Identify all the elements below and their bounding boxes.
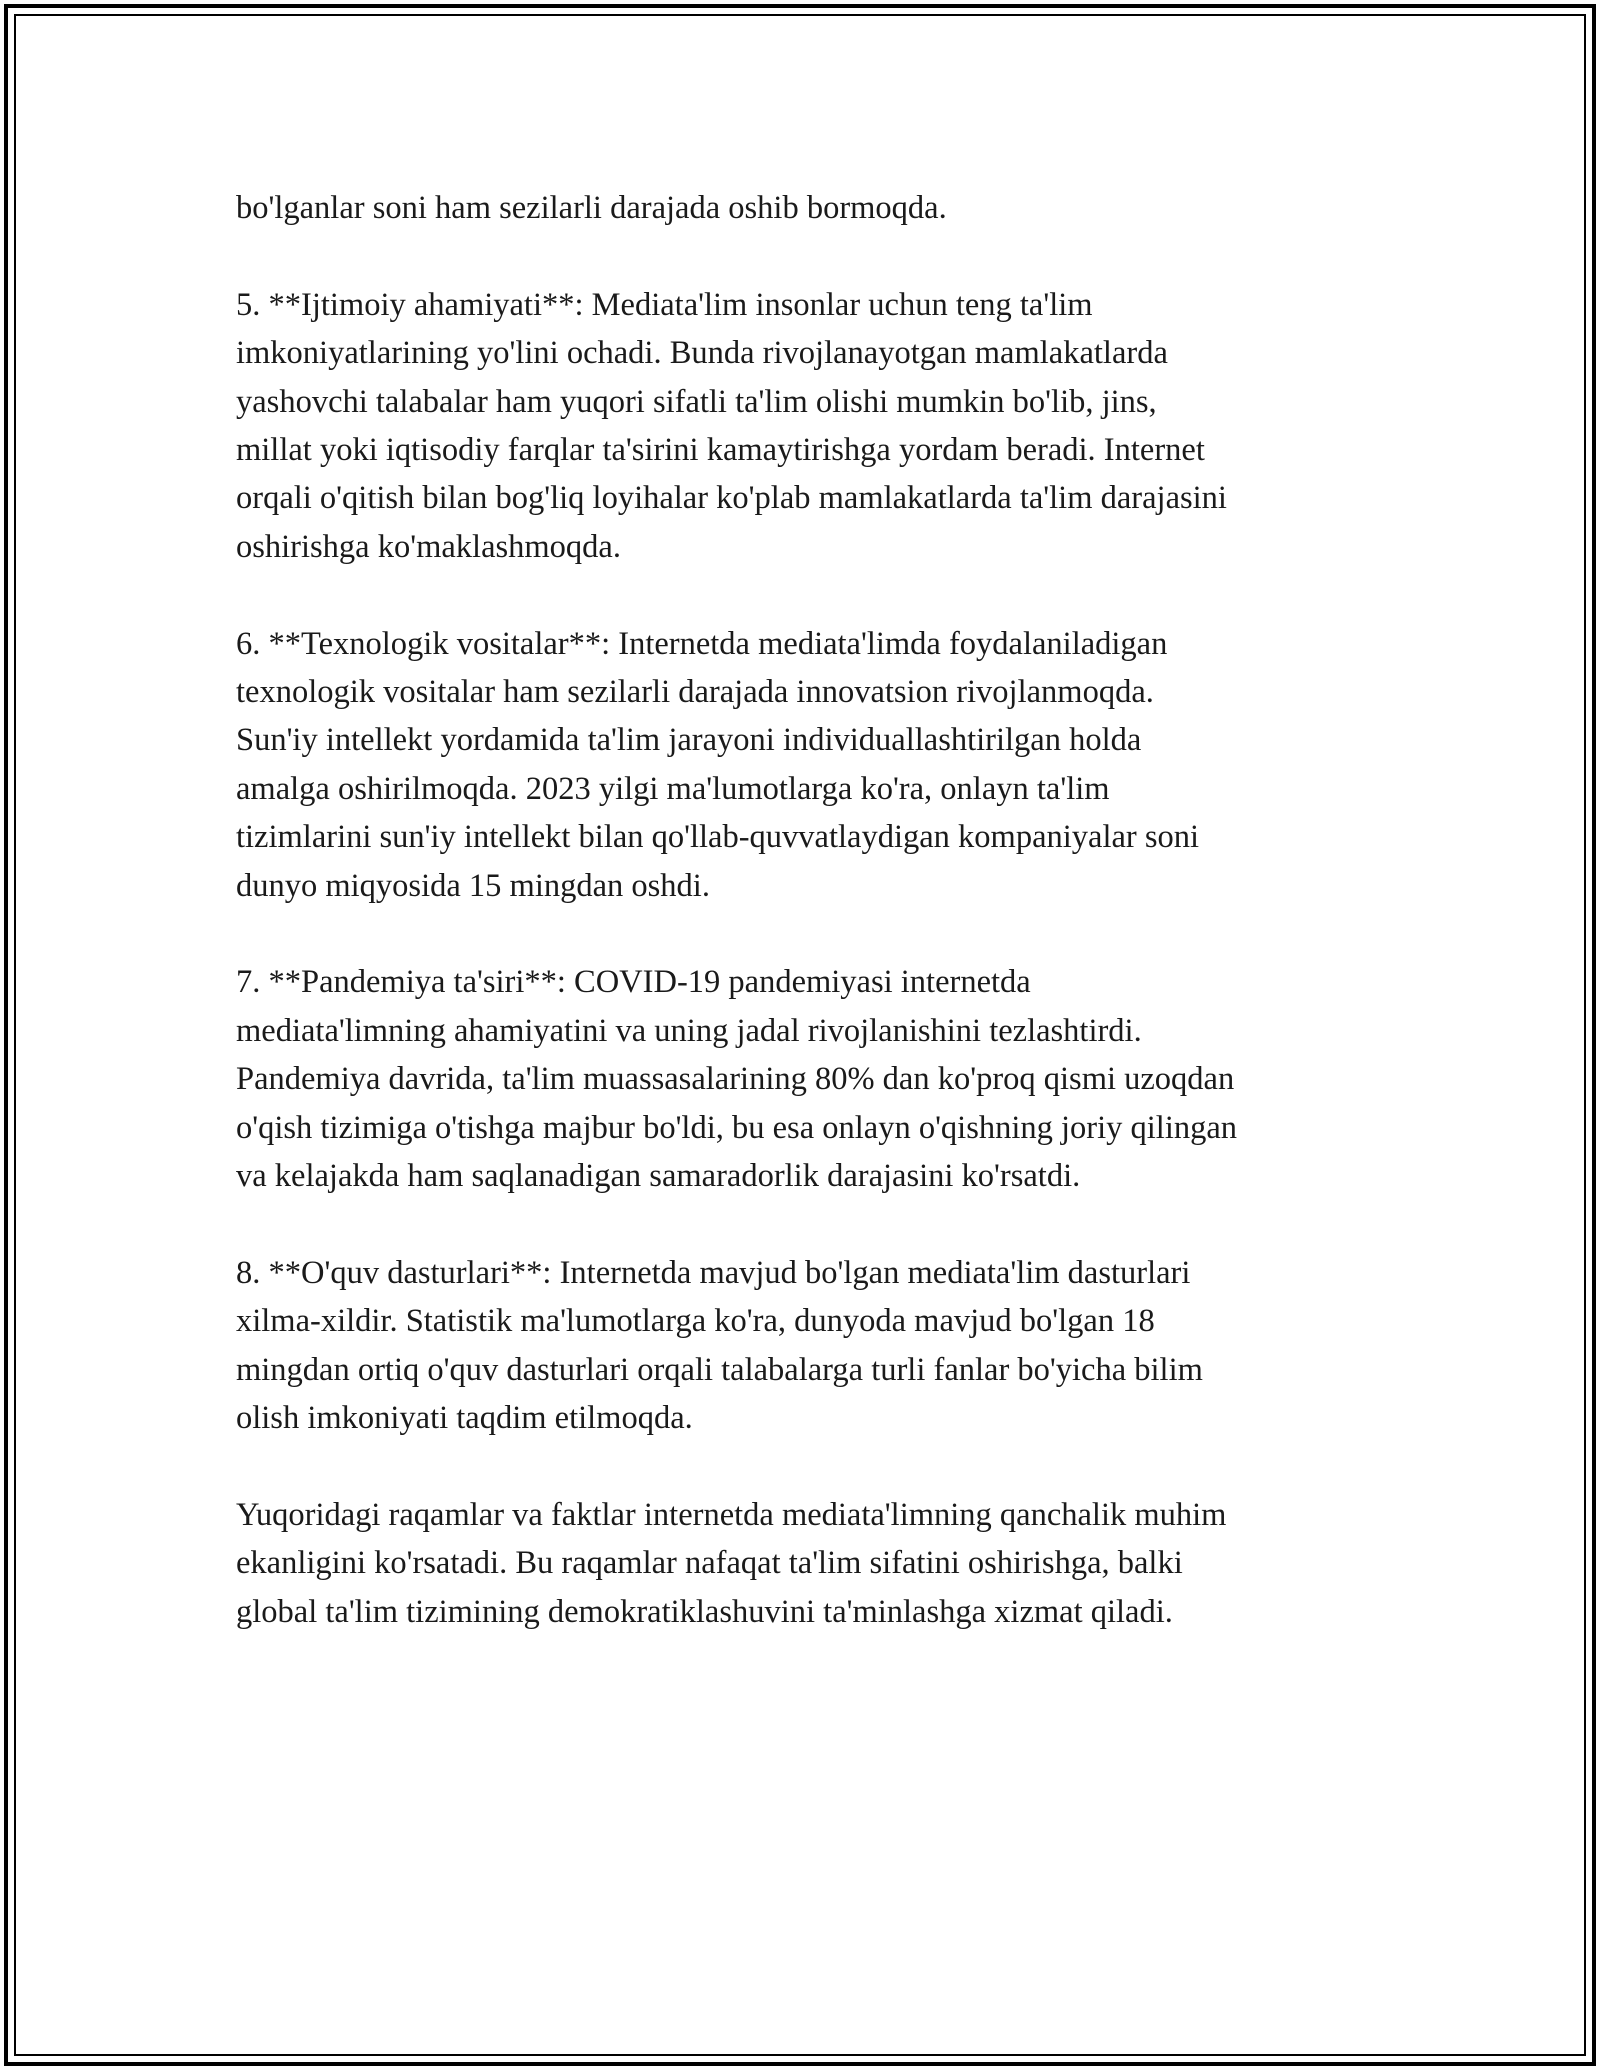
paragraph-item-6: 6. **Texnologik vositalar**: Internetda mediata'limda foydalaniladigan texnologik vositalar ham sezilarli darajada innovatsion rivojlanmoqda. Sun'iy intellekt yordamida ta'lim jarayoni individuallashtirilgan holda amalga oshirilmoqda. 2023 yilgi ma'lumotlarga ko'ra, onlayn ta'lim tizimlarini sun'iy intellekt bilan qo'llab-quvvatlaydigan kompaniyalar soni dunyo miqyosida 15 mingdan oshdi. bbox=[236, 625, 1200, 904]
paragraph-item-7: 7. **Pandemiya ta'siri**: COVID-19 pandemiyasi internetda mediata'limning ahamiyatini va uning jadal rivojlanishini tezlashtirdi. Pandemiya davrida, ta'lim muassasalarining 80% dan ko'proq qismi uzoqdan o'qish tizimiga o'tishga majbur bo'ldi, bu esa onlayn o'qishning joriy qilingan va kelajakda ham saqlanadigan samaradorlik darajasini ko'rsatdi. bbox=[236, 964, 1238, 1195]
paragraph-conclusion: Yuqoridagi raqamlar va faktlar internetda mediata'limning qanchalik muhim ekanligini ko'rsatadi. Bu raqamlar nafaqat ta'lim sifatini oshirishga, balki global ta'lim tizimining demokratiklashuvini ta'minlashga xizmat qiladi. bbox=[236, 1496, 1227, 1630]
document-body bbox=[236, 184, 1386, 1685]
paragraph-item-5: 5. **Ijtimoiy ahamiyati**: Mediata'lim insonlar uchun teng ta'lim imkoniyatlarining yo'lini ochadi. Bunda rivojlanayotgan mamlakatlarda yashovchi talabalar ham yuqori sifatli ta'lim olishi mumkin bo'lib, jins, millat yoki iqtisodiy farqlar ta'sirini kamaytirishga yordam beradi. Internet orqali o'qitish bilan bog'liq loyihalar ko'plab mamlakatlarda ta'lim darajasini oshirishga ko'maklashmoqda. bbox=[236, 286, 1227, 565]
paragraph-continuation: bo'lganlar soni ham sezilarli darajada oshib bormoqda. bbox=[236, 190, 947, 226]
paragraph-item-8: 8. **O'quv dasturlari**: Internetda mavjud bo'lgan mediata'lim dasturlari xilma-xildir. Statistik ma'lumotlarga ko'ra, dunyoda mavjud bo'lgan 18 mingdan ortiq o'quv dasturlari orqali talabalarga turli fanlar bo'yicha bilim olish imkoniyati taqdim etilmoqda. bbox=[236, 1254, 1203, 1437]
